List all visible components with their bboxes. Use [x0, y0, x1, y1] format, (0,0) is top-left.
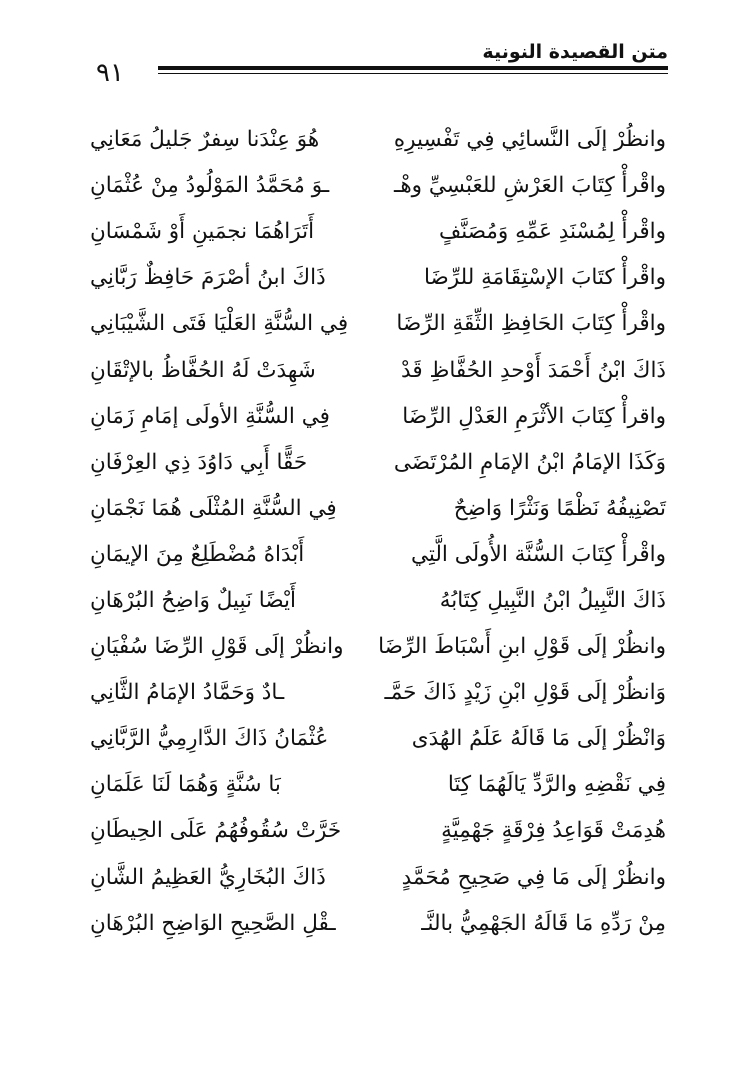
verse-line [90, 486, 666, 532]
verse-second-hemistich: ـادٌ وَحَمَّادُ الإمَامُ الثَّانِي [90, 680, 285, 706]
verse-second-hemistich: فِي السُّنَّةِ المُثْلَى هُمَا نَجْمَانِ [90, 495, 337, 521]
page-number: ٩١ [96, 58, 124, 88]
verse-line [90, 347, 666, 393]
verse-second-hemistich: عُثْمَانُ ذَاكَ الدَّارِمِيُّ الرَّبَّانِي [90, 726, 329, 752]
verse-first-hemistich: وانظُرْ إلَى مَا فِي صَحِيحِ مُحَمَّدٍ [401, 864, 666, 890]
verse-line [90, 440, 666, 486]
verse-first-hemistich: واقْرأْ كِتَابَ السُّنَّة الأُولَى الَّتِي [410, 541, 666, 567]
verse-second-hemistich: ذَاكَ البُخَارِيُّ العَظِيمُ الشَّانِ [90, 864, 326, 890]
verse-second-hemistich: وانظُرْ إلَى قَوْلِ الرِّضَا سُفْيَانِ [90, 634, 344, 660]
verse-line [90, 209, 666, 255]
poem-verses [90, 117, 666, 947]
verse-line [90, 301, 666, 347]
verse-first-hemistich: واقرأْ كِتَابَ الأثْرَمِ العَدْلِ الرِّضَا [402, 403, 666, 429]
verse-second-hemistich: أَيْضًا نَبِيلٌ وَاضِحُ البُرْهَانِ [90, 587, 296, 613]
verse-first-hemistich: ذَاكَ النَّبِيلُ ابْنُ النَّبِيلِ كِتَابُهُ [439, 587, 666, 613]
verse-line [90, 117, 666, 163]
verse-second-hemistich: بَا سُنَّةٍ وَهُمَا لَنَا عَلَمَانِ [90, 772, 281, 798]
verse-line [90, 394, 666, 440]
verse-line [90, 532, 666, 578]
running-header-title: متن القصيدة النونية [482, 41, 668, 63]
verse-second-hemistich: ـقْلِ الصَّحِيحِ الوَاضِحِ البُرْهَانِ [90, 910, 336, 936]
verse-first-hemistich: وَانظُرْ إلَى قَوْلِ ابْنِ زَيْدٍ ذَاكَ حَمَّـ [384, 680, 666, 706]
verse-second-hemistich: خَرَّتْ سُقُوفُهُمُ عَلَى الحِيطَانِ [90, 818, 342, 844]
verse-second-hemistich: ـوَ مُحَمَّدُ المَوْلُودُ مِنْ عُثْمَانِ [90, 173, 330, 199]
verse-second-hemistich: حَقًّا أَبِي دَاوُدَ ذِي العِرْفَانِ [90, 449, 308, 475]
verse-line [90, 808, 666, 854]
verse-first-hemistich: هُدِمَتْ قَوَاعِدُ فِرْقَةٍ جَهْمِيَّةٍ [441, 818, 666, 844]
verse-first-hemistich: واقْرأْ كِتَابَ الحَافِظِ الثِّقَةِ الرِّضَا [396, 311, 666, 337]
verse-first-hemistich: تَصْنِيفُهُ نَظْمًا وَنَثْرًا وَاضِحٌ [453, 495, 666, 521]
verse-first-hemistich: ذَاكَ ابْنُ أَحْمَدَ أَوْحدِ الحُفَّاظِ قَدْ [401, 357, 666, 383]
header-rule-thick [158, 66, 668, 70]
verse-line [90, 762, 666, 808]
verse-first-hemistich: مِنْ رَدِّهِ مَا قَالَهُ الجَهْمِيُّ بالنَّـ [421, 910, 666, 936]
verse-second-hemistich: شَهِدَتْ لَهُ الحُفَّاظُ بالإتْقَانِ [90, 357, 316, 383]
verse-first-hemistich: وانظُرْ إلَى قَوْلِ ابنِ أَسْبَاطَ الرِّضَا [378, 634, 666, 660]
verse-line [90, 163, 666, 209]
verse-line [90, 578, 666, 624]
verse-first-hemistich: واقْرأْ كِتَابَ العَرْشِ للعَبْسِيِّ وهْـ [394, 173, 666, 199]
verse-first-hemistich: وانظُرْ إلَى النَّسائِي فِي تَفْسِيرِهِ [393, 127, 666, 153]
verse-first-hemistich: فِي نَقْضِهِ والرَّدِّ يَالَهُمَا كِتَا [447, 772, 666, 798]
verse-second-hemistich: أَبْدَاهُ مُضْطَلِعٌ مِنَ الإيمَانِ [90, 541, 305, 567]
header-rule-thin [158, 73, 668, 74]
verse-first-hemistich: وَانْظُرْ إلَى مَا قَالَهُ عَلَمُ الهُدَى [411, 726, 666, 752]
verse-second-hemistich: فِي السُّنَّةِ الأولَى إمَامِ زَمَانِ [90, 403, 330, 429]
verse-line [90, 901, 666, 947]
verse-line [90, 255, 666, 301]
verse-second-hemistich: أَتَرَاهُمَا نجمَينِ أَوْ شَمْسَانِ [90, 219, 315, 245]
verse-first-hemistich: وَكَذَا الإمَامُ ابْنُ الإمَامِ المُرْتَضَى [393, 449, 666, 475]
verse-line [90, 624, 666, 670]
verse-second-hemistich: ذَاكَ ابنُ أصْرَمَ حَافِظٌ رَبَّانِي [90, 265, 326, 291]
verse-second-hemistich: فِي السُّنَّةِ العَلْيَا فَتَى الشَّيْبَانِي [90, 311, 349, 337]
verse-line [90, 716, 666, 762]
verse-second-hemistich: هُوَ عِنْدَنا سِفرٌ جَليلُ مَعَانِي [90, 127, 320, 153]
verse-first-hemistich: واقْرأْ كتَابَ الإسْتِقَامَةِ للرِّضَا [423, 265, 666, 291]
verse-line [90, 855, 666, 901]
verse-line [90, 670, 666, 716]
verse-first-hemistich: واقْرأْ لِمُسْنَدِ عَمِّهِ وَمُصَنَّفٍ [439, 219, 666, 245]
